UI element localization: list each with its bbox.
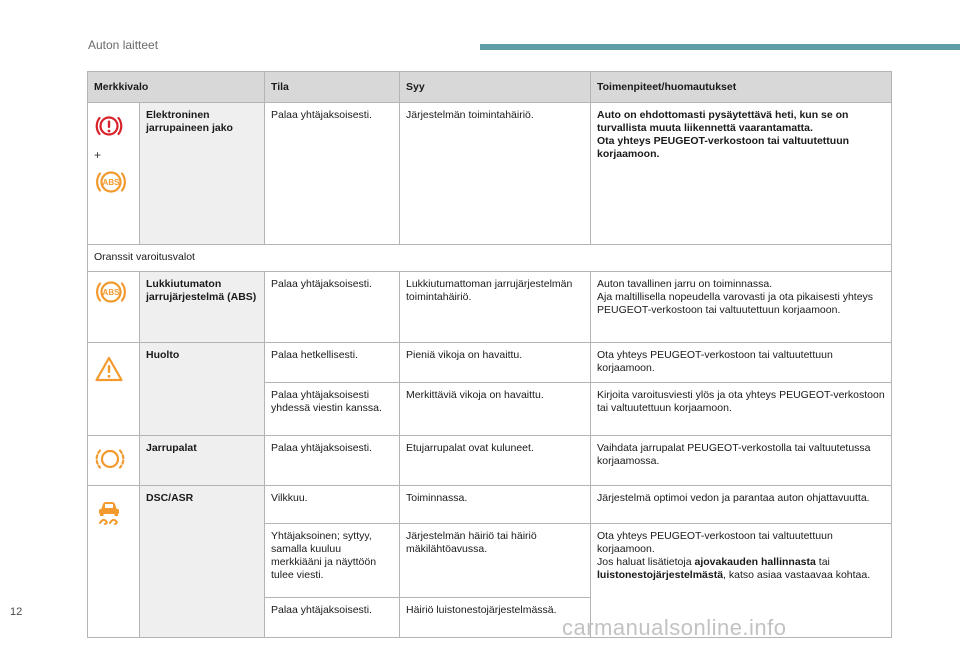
cause-text: Etujarrupalat ovat kuluneet. (400, 436, 591, 486)
action-line: Auto on ehdottomasti pysäytettävä heti, kun se on turvallista muuta liikennettä vaarantamatta. (597, 109, 849, 134)
action-text (591, 103, 892, 245)
state-text: Palaa yhtäjaksoisesti. (265, 598, 400, 638)
warning-name: Elektroninen jarrupaineen jako (140, 103, 265, 245)
table-row-abs (88, 272, 892, 343)
cause-text: Järjestelmän toimintahäiriö. (400, 103, 591, 245)
cause-text: Lukkiutumattoman jarrujärjestelmän toimintahäiriö. (400, 272, 591, 343)
cause-text: Toiminnassa. (400, 486, 591, 524)
section-label: Oranssit varoitusvalot (88, 245, 892, 272)
warning-lights-table (87, 71, 892, 638)
state-text: Palaa yhtäjaksoisesti. (265, 103, 400, 245)
service-warning-triangle-icon (94, 355, 124, 383)
table-row-dsc-asr (88, 486, 892, 524)
section-row-orange-lights (88, 245, 892, 272)
action-text (591, 272, 892, 343)
abs-red-icon (94, 168, 128, 196)
action-text-part: Jos haluat lisätietoja (597, 556, 695, 568)
action-line: Aja maltillisella nopeudella varovasti ja ota pikaisesti yhteys PEUGEOT-verkostoon tai valtuutettuun korjaamoon. (597, 291, 874, 316)
cause-text: Merkittäviä vikoja on havaittu. (400, 383, 591, 436)
column-header-cause: Syy (400, 72, 591, 103)
watermark: carmanualsonline.info (562, 615, 787, 640)
warning-name: Huolto (140, 343, 265, 436)
state-text: Palaa yhtäjaksoisesti yhdessä viestin kanssa. (265, 383, 400, 436)
column-header-warning-light: Merkkivalo (88, 72, 265, 103)
action-text: Vaihdata jarrupalat PEUGEOT-verkostolla tai valtuutetussa korjaamossa. (591, 436, 892, 486)
action-text-part: , katso asiaa vastaavaa kohtaa. (723, 569, 871, 581)
action-text-part: tai (815, 556, 830, 568)
icon-cell (88, 272, 140, 343)
cause-text: Pieniä vikoja on havaittu. (400, 343, 591, 383)
svg-text:ABS: ABS (102, 288, 120, 297)
cause-text: Järjestelmän häiriö tai häiriö mäkilähtöavussa. (400, 524, 591, 598)
state-text: Palaa yhtäjaksoisesti. (265, 272, 400, 343)
icon-cell (88, 103, 140, 245)
table-row-service (88, 343, 892, 383)
action-line: Ota yhteys PEUGEOT-verkostoon tai valtuutettuun korjaamoon. (597, 530, 833, 555)
action-text: Ota yhteys PEUGEOT-verkostoon tai valtuutettuun korjaamoon. (591, 343, 892, 383)
warning-name: Jarrupalat (140, 436, 265, 486)
dsc-asr-skid-icon (94, 496, 124, 526)
plus-sign: + (94, 148, 102, 162)
column-header-state: Tila (265, 72, 400, 103)
abs-orange-icon (94, 278, 128, 306)
page-number: 12 (10, 606, 23, 618)
link-term-traction: luistonestojärjestelmästä (597, 569, 724, 581)
icon-cell (88, 343, 140, 436)
action-line: Ota yhteys PEUGEOT-verkostoon tai valtuutettuun korjaamoon. (597, 135, 850, 160)
icon-cell (88, 436, 140, 486)
brake-warning-red-icon (94, 113, 124, 139)
action-text: Järjestelmä optimoi vedon ja parantaa auton ohjattavuutta. (591, 486, 892, 524)
section-accent-bar (480, 44, 960, 50)
action-text: Kirjoita varoitusviesti ylös ja ota yhteys PEUGEOT-verkostoon tai valtuutettuun korjaamoon. (591, 383, 892, 436)
cause-text: Häiriö luistonestojärjestelmässä. (400, 598, 591, 638)
icon-cell (88, 486, 140, 638)
warning-name: DSC/ASR (140, 486, 265, 638)
column-header-actions: Toimenpiteet/huomautukset (591, 72, 892, 103)
svg-text:ABS: ABS (102, 178, 120, 187)
table-row-ebd (88, 103, 892, 245)
state-text: Vilkkuu. (265, 486, 400, 524)
action-line (597, 556, 885, 582)
section-title: Auton laitteet (88, 38, 159, 52)
table-row-brake-pads (88, 436, 892, 486)
state-text: Yhtäjaksoinen; syttyy, samalla kuuluu merkkiääni ja näyttöön tulee viesti. (265, 524, 400, 598)
brake-pads-icon (94, 446, 126, 472)
table-header-row (88, 72, 892, 103)
state-text: Palaa yhtäjaksoisesti. (265, 436, 400, 486)
state-text: Palaa hetkellisesti. (265, 343, 400, 383)
warning-name: Lukkiutumaton jarrujärjestelmä (ABS) (140, 272, 265, 343)
action-line: Auton tavallinen jarru on toiminnassa. (597, 278, 773, 290)
link-term-stability: ajovakauden hallinnasta (694, 556, 816, 568)
